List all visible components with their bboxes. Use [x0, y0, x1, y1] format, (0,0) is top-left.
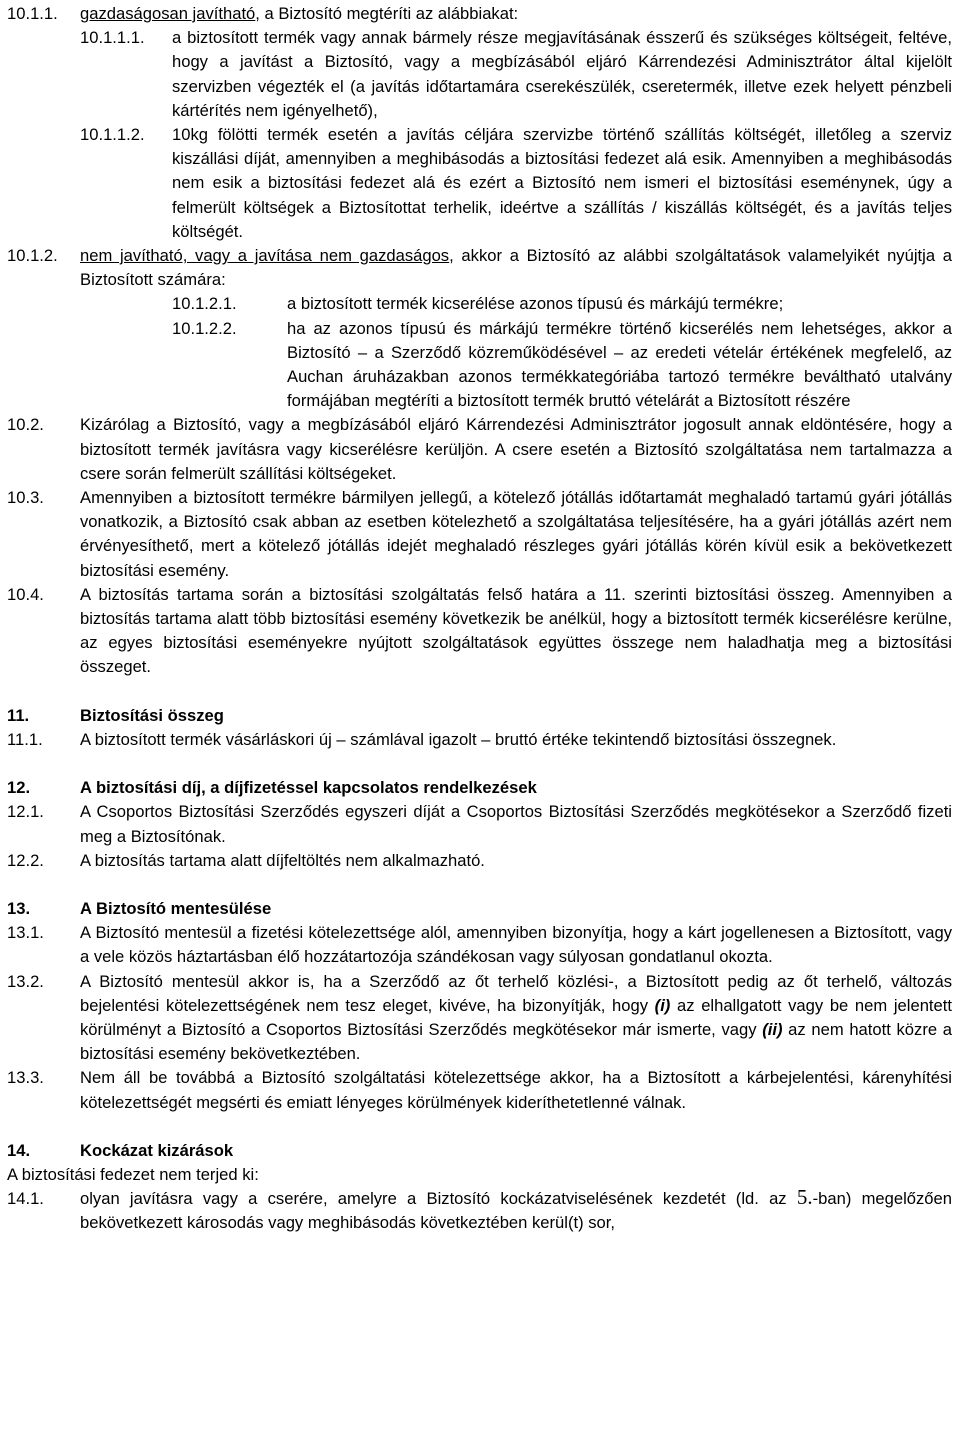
- heading-14: [7, 1139, 952, 1163]
- section-text: A biztosított termék vásárláskori új – számlával igazolt – bruttó értéke tekintendő biztosítási összegnek.: [80, 729, 837, 749]
- heading-title: Biztosítási összeg: [80, 705, 224, 725]
- section-10-1-1-1: [80, 26, 952, 123]
- section-number: 10.1.2.1.: [172, 294, 237, 314]
- heading-title: Kockázat kizárások: [80, 1140, 234, 1160]
- section-text: [80, 1187, 952, 1235]
- text-part: az elhallgatott vagy be nem jelentett körülményt a Biztosító a Csoportos Biztosítási Szerződés megkötésekor már ismerte, vagy: [80, 995, 952, 1039]
- heading-title: A Biztosító mentesülése: [80, 898, 272, 918]
- section-text: a biztosított termék vagy annak bármely része megjavításának ésszerű és szükséges költségeit, feltéve, hogy a javítást a Biztosító, vagy a megbízásából eljáró Kárrendezési Adminisztrátor által kijelölt szervizben végezték el (a javítás időtartamára cserekészülék, cseretermék, illetve ezek helyett pénzbeli kártérítés nem igényelhető),: [172, 28, 952, 120]
- section-number: 10.3.: [7, 488, 44, 508]
- italic-marker: (i): [654, 995, 671, 1015]
- section-text: a biztosított termék kicserélése azonos típusú és márkájú termékre;: [287, 294, 784, 314]
- heading-13: [7, 897, 952, 921]
- heading-11: [7, 704, 952, 728]
- section-10-1-2: [7, 244, 952, 292]
- section-text: [80, 2, 952, 26]
- text-part: -ban) megelőzően bekövetkezett károsodás vagy meghibásodás következtében kerül(t) sor,: [80, 1189, 952, 1233]
- section-number: 13.3.: [7, 1068, 44, 1088]
- heading-title: A biztosítási díj, a díjfizetéssel kapcsolatos rendelkezések: [80, 778, 537, 798]
- heading-number: 13.: [7, 898, 31, 918]
- section-text: 10kg fölötti termék esetén a javítás céljára szervizbe történő szállítás költségét, illetőleg a szerviz kiszállási díját, amennyiben a meghibásodás a biztosítási fedezet alá esik. Amennyiben a meghibásodás nem esik a biztosítási fedezet alá és ezért a Biztosító nem ismeri el biztosítási eseménynek, úgy a felmerült költségek a Biztosítottat terhelik, ideértve a szállítás / kiszállás költségét, és a javítás teljes költségét.: [172, 125, 952, 241]
- section-number: 10.1.2.: [7, 246, 58, 266]
- section-12-1: [7, 800, 952, 848]
- heading-number: 14.: [7, 1140, 31, 1160]
- section-number: 14.1.: [7, 1189, 44, 1209]
- section-number: 13.2.: [7, 971, 44, 991]
- section-number: 10.1.1.: [7, 4, 58, 23]
- section-text: [80, 970, 952, 1067]
- section-10-4: [7, 583, 952, 680]
- section-text-rest: , a Biztosító megtéríti az alábbiakat:: [255, 4, 519, 23]
- document-page: [7, 2, 952, 1236]
- underlined-term: nem javítható, vagy a javítása nem gazdaságos: [80, 246, 450, 266]
- section-10-1-2-2: [172, 317, 952, 414]
- section-13-2: [7, 970, 952, 1067]
- section-10-2: [7, 413, 952, 486]
- section-gap: [7, 873, 952, 897]
- section-number: 10.2.: [7, 415, 44, 435]
- section-number: 11.1.: [7, 729, 43, 749]
- heading-number: 12.: [7, 778, 31, 798]
- section-number: 13.1.: [7, 923, 44, 943]
- section-13-3: [7, 1066, 952, 1114]
- section-number: 10.1.1.2.: [80, 125, 145, 145]
- section-text: A Csoportos Biztosítási Szerződés egyszeri díját a Csoportos Biztosítási Szerződés megkötésekor a Szerződő fizeti meg a Biztosítónak.: [80, 802, 952, 846]
- italic-marker: (ii): [762, 1019, 783, 1039]
- section-14-intro: A biztosítási fedezet nem terjed ki:: [7, 1164, 259, 1184]
- text-part: A Biztosító mentesül akkor is, ha a Szerződő az őt terhelő közlési-, a Biztosított pedig az őt terhelő, változás bejelentési kötelezettségének nem tesz eleget, kivéve, ha bizonyítják, hogy: [80, 971, 952, 1015]
- section-text: Nem áll be továbbá a Biztosító szolgáltatási kötelezettsége akkor, ha a Biztosított a kárbejelentési, kárenyhítési kötelezettségét megsérti és emiatt lényeges körülmények kideríthetetlenné válnak.: [80, 1068, 952, 1112]
- section-number: 10.1.1.1.: [80, 28, 145, 48]
- section-number: 12.2.: [7, 850, 44, 870]
- section-text: Kizárólag a Biztosító, vagy a megbízásából eljáró Kárrendezési Adminisztrátor jogosult annak eldöntésére, hogy a biztosított termék javításra vagy kicserélésre kerüljön. A csere esetén a Biztosító szolgáltatása nem tartalmazza a csere során felmerült szállítási költségeket.: [80, 415, 952, 483]
- text-part: olyan javításra vagy a cserére, amelyre a Biztosító kockázatviselésének kezdetét (ld. az: [80, 1189, 797, 1209]
- heading-number: 11.: [7, 705, 30, 725]
- section-14-1: [7, 1187, 952, 1235]
- section-gap: [7, 680, 952, 704]
- section-10-3: [7, 486, 952, 583]
- section-gap: [7, 752, 952, 776]
- text-part: az nem hatott közre a biztosítási esemény bekövetkeztében.: [80, 1019, 952, 1064]
- section-text: [80, 244, 952, 292]
- section-number: 10.4.: [7, 584, 44, 604]
- section-12-2: [7, 849, 952, 873]
- section-text: A biztosítás tartama során a biztosítási szolgáltatás felső határa a 11. szerinti biztosítási összeg. Amennyiben a biztosítás tartama alatt több biztosítási esemény következik be anélkül, hogy a biztosított termék kicserélésre kerülne, az egyes biztosítási eseményekre nyújtott szolgáltatások együttes összege nem haladhatja meg a biztosítási összeget.: [80, 584, 952, 677]
- section-gap: [7, 1115, 952, 1139]
- section-text: A Biztosító mentesül a fizetési kötelezettsége alól, amennyiben bizonyítja, hogy a kárt jogellenesen a Biztosított, vagy a vele közös háztartásban élő hozzátartozója szándékosan vagy súlyosan gondatlanul okozta.: [80, 923, 952, 967]
- section-10-1-2-1: [172, 292, 952, 316]
- section-10-1-1: [7, 2, 952, 26]
- section-text: A biztosítás tartama alatt díjfeltöltés nem alkalmazható.: [80, 850, 485, 870]
- section-13-1: [7, 921, 952, 969]
- section-number: 12.1.: [7, 802, 44, 822]
- section-11-1: [7, 728, 952, 752]
- section-10-1-1-2: [80, 123, 952, 244]
- section-text: ha az azonos típusú és márkájú termékre történő kicserélés nem lehetséges, akkor a Biztosító – a Szerződő közreműködésével – az eredeti vételár értékének megfelelő, az Auchan áruházakban azonos termékkategóriába tartozó termékre beváltható utalvány formájában megtéríti a biztosított termék bruttó vételárát a Biztosított részére: [287, 318, 952, 411]
- section-text: Amennyiben a biztosított termékre bármilyen jellegű, a kötelező jótállás időtartamát meghaladó tartamú gyári jótállás vonatkozik, a Biztosító csak abban az esetben kötelezhető a szolgáltatása teljesítésére, ha a gyári jótállás azért nem érvényesíthető, mert a kötelező jótállás idejét meghaladó részleges gyári jótállás körén kívül esik a bekövetkezett biztosítási esemény.: [80, 488, 952, 580]
- section-reference: 5.: [796, 1185, 813, 1210]
- section-text-rest: , akkor a Biztosító az alábbi szolgáltatások valamelyikét nyújtja a Biztosított számára:: [80, 246, 952, 290]
- section-number: 10.1.2.2.: [172, 318, 237, 338]
- underlined-term: gazdaságosan javítható: [80, 4, 256, 23]
- heading-12: [7, 776, 952, 800]
